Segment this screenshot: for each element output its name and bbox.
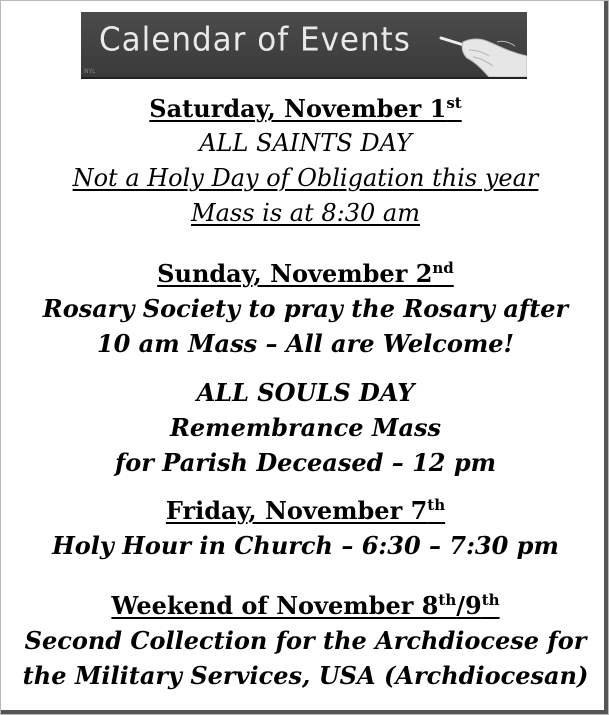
event-line: Second Collection for the Archdiocese for — [24, 626, 587, 655]
event-all-saints — [1, 92, 609, 231]
event-line: Rosary Society to pray the Rosary after — [42, 294, 569, 323]
calendar-banner — [81, 12, 527, 79]
event-line: the Military Services, USA (Archdiocesan) — [22, 661, 589, 690]
event-line: Mass is at 8:30 am — [191, 199, 420, 227]
event-line: 10 am Mass – All are Welcome! — [96, 329, 515, 358]
event-line: Not a Holy Day of Obligation this year — [72, 164, 539, 192]
event-rosary — [1, 257, 609, 361]
event-all-souls — [1, 375, 609, 480]
event-line: Remembrance Mass — [169, 413, 442, 442]
events-list — [1, 92, 609, 693]
event-date: Saturday, November 1st — [149, 94, 462, 123]
event-line: for Parish Deceased – 12 pm — [114, 448, 497, 477]
event-second-collection — [1, 589, 609, 693]
banner-mark: NYL — [84, 68, 96, 75]
event-line: ALL SOULS DAY — [196, 378, 415, 407]
event-holy-hour — [1, 494, 609, 563]
event-line: Holy Hour in Church – 6:30 – 7:30 pm — [52, 531, 559, 560]
chalk-hand-icon — [437, 12, 527, 77]
event-line: ALL SAINTS DAY — [199, 129, 412, 157]
event-date: Weekend of November 8th/9th — [111, 591, 500, 620]
event-date: Sunday, November 2nd — [157, 259, 454, 288]
event-date: Friday, November 7th — [165, 496, 446, 525]
banner-title: Calendar of Events — [99, 21, 411, 59]
